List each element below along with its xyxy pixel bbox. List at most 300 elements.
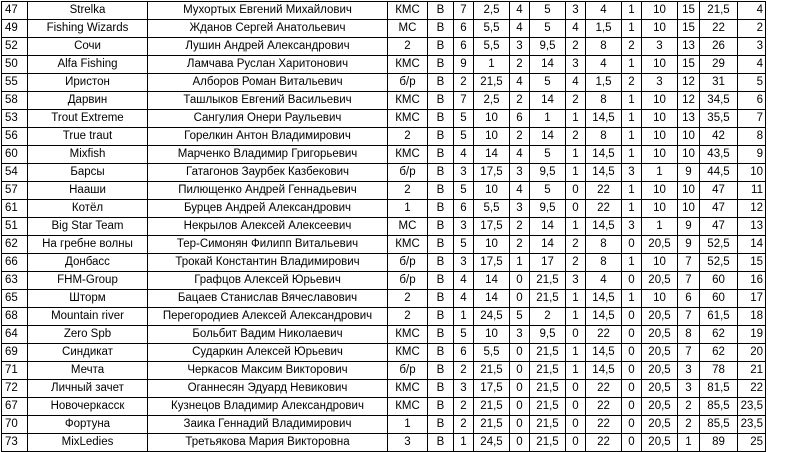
tour1-place-cell: 10	[474, 182, 510, 200]
tour1-place-cell: 5,5	[474, 20, 510, 38]
team-name-cell: Нааши	[28, 182, 148, 200]
tour2-fish-cell: 4	[510, 146, 530, 164]
tour3-fish-cell: 1	[566, 308, 586, 326]
group-cell: В	[428, 236, 454, 254]
tour3-place-cell: 22	[586, 434, 622, 452]
tour3-fish-cell: 3	[566, 56, 586, 74]
tour3-place-cell: 4	[586, 56, 622, 74]
group-cell: В	[428, 110, 454, 128]
team-name-cell: Mountain river	[28, 308, 148, 326]
tour3-fish-cell: 1	[566, 218, 586, 236]
final-place-cell: 19	[738, 326, 766, 344]
tour4-place-cell: 10	[642, 290, 678, 308]
total-fish-cell: 2	[678, 416, 700, 434]
tour1-fish-cell: 1	[454, 308, 474, 326]
tour4-fish-cell: 0	[622, 380, 642, 398]
tour2-place-cell: 5	[530, 146, 566, 164]
tour2-fish-cell: 3	[510, 200, 530, 218]
tour1-fish-cell: 2	[454, 362, 474, 380]
team-number-cell: 70	[2, 416, 28, 434]
rank-cell: КМС	[388, 236, 428, 254]
team-number-cell: 65	[2, 290, 28, 308]
tour2-place-cell: 17	[530, 254, 566, 272]
participant-name-cell: Заика Геннадий Владимирович	[148, 416, 388, 434]
tour3-place-cell: 14,5	[586, 344, 622, 362]
team-name-cell: Alfa Fishing	[28, 56, 148, 74]
group-cell: В	[428, 308, 454, 326]
table-row	[2, 56, 766, 74]
tour4-fish-cell: 1	[622, 290, 642, 308]
tour3-fish-cell: 4	[566, 20, 586, 38]
final-place-cell: 15	[738, 254, 766, 272]
participant-name-cell: Бурцев Андрей Александрович	[148, 200, 388, 218]
tour4-place-cell: 3	[642, 38, 678, 56]
group-cell: В	[428, 164, 454, 182]
final-place-cell: 17	[738, 290, 766, 308]
table-row	[2, 146, 766, 164]
tour1-fish-cell: 5	[454, 128, 474, 146]
tour1-place-cell: 1	[474, 56, 510, 74]
tour4-place-cell: 20,5	[642, 308, 678, 326]
tour1-fish-cell: 2	[454, 74, 474, 92]
tour2-fish-cell: 0	[510, 380, 530, 398]
tour4-fish-cell: 0	[622, 272, 642, 290]
tour3-place-cell: 22	[586, 398, 622, 416]
tour4-place-cell: 10	[642, 182, 678, 200]
total-fish-cell: 3	[678, 362, 700, 380]
final-place-cell: 3	[738, 38, 766, 56]
sum-of-places-cell: 52,5	[700, 254, 738, 272]
sum-of-places-cell: 89	[700, 434, 738, 452]
final-place-cell: 11	[738, 182, 766, 200]
team-name-cell: Big Star Team	[28, 218, 148, 236]
tour2-place-cell: 9,5	[530, 38, 566, 56]
tour3-place-cell: 22	[586, 200, 622, 218]
team-number-cell: 58	[2, 92, 28, 110]
tour2-fish-cell: 2	[510, 218, 530, 236]
tour1-fish-cell: 5	[454, 236, 474, 254]
team-number-cell: 54	[2, 164, 28, 182]
total-fish-cell: 12	[678, 92, 700, 110]
table-row	[2, 128, 766, 146]
tour1-fish-cell: 5	[454, 110, 474, 128]
team-number-cell: 66	[2, 254, 28, 272]
team-name-cell: На гребне волны	[28, 236, 148, 254]
tour2-fish-cell: 3	[510, 38, 530, 56]
tour4-fish-cell: 1	[622, 20, 642, 38]
tour3-place-cell: 1,5	[586, 20, 622, 38]
team-number-cell: 69	[2, 344, 28, 362]
tour2-place-cell: 14	[530, 92, 566, 110]
sum-of-places-cell: 26	[700, 38, 738, 56]
tour4-place-cell: 20,5	[642, 344, 678, 362]
tour3-place-cell: 14,5	[586, 218, 622, 236]
tour4-place-cell: 20,5	[642, 380, 678, 398]
total-fish-cell: 6	[678, 290, 700, 308]
group-cell: В	[428, 416, 454, 434]
tour1-place-cell: 17,5	[474, 254, 510, 272]
tour3-fish-cell: 1	[566, 110, 586, 128]
tour1-place-cell: 21,5	[474, 74, 510, 92]
participant-name-cell: Трокай Константин Владимирович	[148, 254, 388, 272]
team-number-cell: 60	[2, 146, 28, 164]
tour1-place-cell: 14	[474, 146, 510, 164]
tour3-fish-cell: 0	[566, 200, 586, 218]
participant-name-cell: Жданов Сергей Анатольевич	[148, 20, 388, 38]
final-place-cell: 10	[738, 164, 766, 182]
team-name-cell: MixLedies	[28, 434, 148, 452]
group-cell: В	[428, 362, 454, 380]
tour1-place-cell: 10	[474, 236, 510, 254]
tour4-place-cell: 1	[642, 164, 678, 182]
team-number-cell: 62	[2, 236, 28, 254]
team-number-cell: 64	[2, 326, 28, 344]
results-table	[1, 1, 766, 452]
table-row	[2, 416, 766, 434]
tour1-fish-cell: 2	[454, 398, 474, 416]
team-number-cell: 47	[2, 2, 28, 20]
sum-of-places-cell: 81,5	[700, 380, 738, 398]
tour2-place-cell: 9,5	[530, 326, 566, 344]
tour2-fish-cell: 0	[510, 416, 530, 434]
tour1-place-cell: 5,5	[474, 200, 510, 218]
tour2-place-cell: 21,5	[530, 380, 566, 398]
tour2-fish-cell: 1	[510, 254, 530, 272]
tour4-place-cell: 10	[642, 146, 678, 164]
tour3-fish-cell: 3	[566, 272, 586, 290]
final-place-cell: 23,5	[738, 398, 766, 416]
final-place-cell: 9	[738, 146, 766, 164]
total-fish-cell: 9	[678, 164, 700, 182]
participant-name-cell: Горелкин Антон Владимирович	[148, 128, 388, 146]
rank-cell: б/р	[388, 254, 428, 272]
table-row	[2, 200, 766, 218]
tour2-fish-cell: 0	[510, 344, 530, 362]
tour3-fish-cell: 1	[566, 362, 586, 380]
participant-name-cell: Сударкин Алексей Юрьевич	[148, 344, 388, 362]
tour3-place-cell: 8	[586, 38, 622, 56]
sum-of-places-cell: 78	[700, 362, 738, 380]
tour2-fish-cell: 2	[510, 128, 530, 146]
tour4-place-cell: 10	[642, 254, 678, 272]
sum-of-places-cell: 31	[700, 74, 738, 92]
tour2-fish-cell: 4	[510, 2, 530, 20]
sum-of-places-cell: 60	[700, 272, 738, 290]
team-number-cell: 52	[2, 38, 28, 56]
table-row	[2, 38, 766, 56]
table-row	[2, 434, 766, 452]
group-cell: В	[428, 254, 454, 272]
rank-cell: КМС	[388, 326, 428, 344]
group-cell: В	[428, 326, 454, 344]
rank-cell: МС	[388, 20, 428, 38]
tour3-place-cell: 22	[586, 416, 622, 434]
sum-of-places-cell: 44,5	[700, 164, 738, 182]
team-name-cell: Strelka	[28, 2, 148, 20]
sum-of-places-cell: 52,5	[700, 236, 738, 254]
sum-of-places-cell: 62	[700, 326, 738, 344]
total-fish-cell: 10	[678, 128, 700, 146]
sum-of-places-cell: 47	[700, 218, 738, 236]
tour3-fish-cell: 2	[566, 128, 586, 146]
team-name-cell: Дарвин	[28, 92, 148, 110]
tour1-place-cell: 10	[474, 110, 510, 128]
group-cell: В	[428, 20, 454, 38]
rank-cell: б/р	[388, 164, 428, 182]
tour4-fish-cell: 3	[622, 164, 642, 182]
group-cell: В	[428, 74, 454, 92]
team-number-cell: 67	[2, 398, 28, 416]
table-row	[2, 272, 766, 290]
tour4-place-cell: 20,5	[642, 362, 678, 380]
tour2-fish-cell: 2	[510, 56, 530, 74]
tour2-place-cell: 5	[530, 74, 566, 92]
tour3-place-cell: 4	[586, 272, 622, 290]
table-row	[2, 290, 766, 308]
rank-cell: б/р	[388, 272, 428, 290]
team-name-cell: Шторм	[28, 290, 148, 308]
tour3-place-cell: 1,5	[586, 74, 622, 92]
tour2-place-cell: 9,5	[530, 200, 566, 218]
tour2-fish-cell: 3	[510, 326, 530, 344]
rank-cell: 2	[388, 308, 428, 326]
tour2-place-cell: 21,5	[530, 416, 566, 434]
tour1-fish-cell: 7	[454, 92, 474, 110]
tour3-fish-cell: 2	[566, 38, 586, 56]
sum-of-places-cell: 29	[700, 56, 738, 74]
team-number-cell: 55	[2, 74, 28, 92]
team-name-cell: Личный зачет	[28, 380, 148, 398]
tour4-place-cell: 10	[642, 200, 678, 218]
tour2-fish-cell: 0	[510, 272, 530, 290]
tour1-place-cell: 5,5	[474, 344, 510, 362]
tour1-place-cell: 17,5	[474, 164, 510, 182]
tour2-place-cell: 21,5	[530, 272, 566, 290]
team-name-cell: True traut	[28, 128, 148, 146]
sum-of-places-cell: 85,5	[700, 398, 738, 416]
team-name-cell: Мечта	[28, 362, 148, 380]
tour3-fish-cell: 2	[566, 92, 586, 110]
group-cell: В	[428, 38, 454, 56]
tour3-place-cell: 14,5	[586, 362, 622, 380]
team-number-cell: 57	[2, 182, 28, 200]
participant-name-cell: Тер-Симонян Филипп Витальевич	[148, 236, 388, 254]
team-number-cell: 63	[2, 272, 28, 290]
sum-of-places-cell: 42	[700, 128, 738, 146]
sum-of-places-cell: 61,5	[700, 308, 738, 326]
tour3-place-cell: 14,5	[586, 308, 622, 326]
sum-of-places-cell: 22	[700, 20, 738, 38]
tour3-place-cell: 14,5	[586, 110, 622, 128]
group-cell: В	[428, 272, 454, 290]
tour4-fish-cell: 1	[622, 2, 642, 20]
tour2-fish-cell: 4	[510, 182, 530, 200]
team-name-cell: Сочи	[28, 38, 148, 56]
tour4-fish-cell: 1	[622, 92, 642, 110]
table-row	[2, 326, 766, 344]
tour1-fish-cell: 5	[454, 326, 474, 344]
tour2-place-cell: 5	[530, 2, 566, 20]
tour4-fish-cell: 1	[622, 146, 642, 164]
tour3-place-cell: 8	[586, 128, 622, 146]
total-fish-cell: 9	[678, 218, 700, 236]
total-fish-cell: 15	[678, 56, 700, 74]
tour3-place-cell: 8	[586, 92, 622, 110]
tour4-fish-cell: 3	[622, 218, 642, 236]
tour4-fish-cell: 1	[622, 110, 642, 128]
total-fish-cell: 7	[678, 344, 700, 362]
team-name-cell: Fishing Wizards	[28, 20, 148, 38]
table-row	[2, 92, 766, 110]
total-fish-cell: 10	[678, 200, 700, 218]
team-number-cell: 50	[2, 56, 28, 74]
table-row	[2, 362, 766, 380]
tour2-fish-cell: 5	[510, 308, 530, 326]
group-cell: В	[428, 92, 454, 110]
tour2-place-cell: 14	[530, 56, 566, 74]
team-number-cell: 73	[2, 434, 28, 452]
team-name-cell: Zero Spb	[28, 326, 148, 344]
rank-cell: 1	[388, 200, 428, 218]
team-number-cell: 49	[2, 20, 28, 38]
team-number-cell: 51	[2, 218, 28, 236]
tour2-place-cell: 21,5	[530, 362, 566, 380]
participant-name-cell: Ламчава Руслан Харитонович	[148, 56, 388, 74]
tour1-place-cell: 21,5	[474, 398, 510, 416]
tour2-fish-cell: 0	[510, 362, 530, 380]
tour4-fish-cell: 1	[622, 128, 642, 146]
rank-cell: КМС	[388, 110, 428, 128]
table-row	[2, 236, 766, 254]
tour1-place-cell: 2,5	[474, 92, 510, 110]
tour4-fish-cell: 0	[622, 398, 642, 416]
tour2-fish-cell: 6	[510, 110, 530, 128]
tour3-place-cell: 22	[586, 380, 622, 398]
table-row	[2, 2, 766, 20]
tour2-place-cell: 5	[530, 20, 566, 38]
team-name-cell: FHM-Group	[28, 272, 148, 290]
tour3-place-cell: 8	[586, 236, 622, 254]
rank-cell: КМС	[388, 92, 428, 110]
table-row	[2, 218, 766, 236]
group-cell: В	[428, 200, 454, 218]
table-row	[2, 380, 766, 398]
tour1-fish-cell: 6	[454, 38, 474, 56]
tour4-place-cell: 10	[642, 92, 678, 110]
total-fish-cell: 10	[678, 146, 700, 164]
rank-cell: 2	[388, 128, 428, 146]
tour1-place-cell: 10	[474, 326, 510, 344]
tour1-fish-cell: 3	[454, 380, 474, 398]
participant-name-cell: Гатагонов Заурбек Казбекович	[148, 164, 388, 182]
tour4-fish-cell: 2	[622, 74, 642, 92]
tour2-fish-cell: 4	[510, 20, 530, 38]
participant-name-cell: Третьякова Мария Викторовна	[148, 434, 388, 452]
group-cell: В	[428, 128, 454, 146]
rank-cell: КМС	[388, 344, 428, 362]
table-row	[2, 164, 766, 182]
participant-name-cell: Оганнесян Эдуард Невикович	[148, 380, 388, 398]
tour1-place-cell: 10	[474, 128, 510, 146]
tour3-fish-cell: 0	[566, 380, 586, 398]
team-name-cell: Синдикат	[28, 344, 148, 362]
sum-of-places-cell: 85,5	[700, 416, 738, 434]
participant-name-cell: Пилющенко Андрей Геннадьевич	[148, 182, 388, 200]
tour2-place-cell: 14	[530, 218, 566, 236]
tour4-place-cell: 20,5	[642, 434, 678, 452]
tour3-place-cell: 8	[586, 254, 622, 272]
total-fish-cell: 7	[678, 254, 700, 272]
tour1-fish-cell: 4	[454, 146, 474, 164]
tour1-place-cell: 17,5	[474, 218, 510, 236]
rank-cell: б/р	[388, 74, 428, 92]
group-cell: В	[428, 398, 454, 416]
tour3-fish-cell: 1	[566, 290, 586, 308]
total-fish-cell: 12	[678, 74, 700, 92]
team-name-cell: Котёл	[28, 200, 148, 218]
total-fish-cell: 13	[678, 38, 700, 56]
tour4-place-cell: 20,5	[642, 236, 678, 254]
tour2-place-cell: 5	[530, 182, 566, 200]
tour3-fish-cell: 2	[566, 236, 586, 254]
tour4-place-cell: 10	[642, 20, 678, 38]
tour2-fish-cell: 2	[510, 92, 530, 110]
team-name-cell: Новочеркасск	[28, 398, 148, 416]
tour4-fish-cell: 0	[622, 344, 642, 362]
sum-of-places-cell: 21,5	[700, 2, 738, 20]
tour3-place-cell: 14,5	[586, 164, 622, 182]
team-name-cell: Trout Extreme	[28, 110, 148, 128]
tour1-fish-cell: 3	[454, 164, 474, 182]
participant-name-cell: Бацаев Станислав Вячеславович	[148, 290, 388, 308]
tour1-place-cell: 5,5	[474, 38, 510, 56]
tour3-fish-cell: 0	[566, 416, 586, 434]
tour4-fish-cell: 1	[622, 56, 642, 74]
tour4-place-cell: 1	[642, 218, 678, 236]
tour3-fish-cell: 0	[566, 434, 586, 452]
tour4-fish-cell: 1	[622, 182, 642, 200]
tour3-fish-cell: 1	[566, 146, 586, 164]
tour4-place-cell: 20,5	[642, 326, 678, 344]
final-place-cell: 7	[738, 110, 766, 128]
tour2-fish-cell: 0	[510, 290, 530, 308]
group-cell: В	[428, 56, 454, 74]
participant-name-cell: Кузнецов Владимир Александрович	[148, 398, 388, 416]
rank-cell: б/р	[388, 362, 428, 380]
final-place-cell: 20	[738, 344, 766, 362]
rank-cell: КМС	[388, 56, 428, 74]
rank-cell: КМС	[388, 2, 428, 20]
final-place-cell: 13	[738, 218, 766, 236]
tour3-fish-cell: 2	[566, 254, 586, 272]
rank-cell: КМС	[388, 398, 428, 416]
team-name-cell: Иристон	[28, 74, 148, 92]
table-row	[2, 110, 766, 128]
tour4-place-cell: 10	[642, 128, 678, 146]
sum-of-places-cell: 62	[700, 344, 738, 362]
group-cell: В	[428, 290, 454, 308]
sum-of-places-cell: 47	[700, 182, 738, 200]
tour2-place-cell: 21,5	[530, 434, 566, 452]
group-cell: В	[428, 182, 454, 200]
rank-cell: 2	[388, 290, 428, 308]
team-number-cell: 53	[2, 110, 28, 128]
total-fish-cell: 10	[678, 182, 700, 200]
team-name-cell: Донбасс	[28, 254, 148, 272]
final-place-cell: 22	[738, 380, 766, 398]
group-cell: В	[428, 218, 454, 236]
tour2-fish-cell: 3	[510, 164, 530, 182]
